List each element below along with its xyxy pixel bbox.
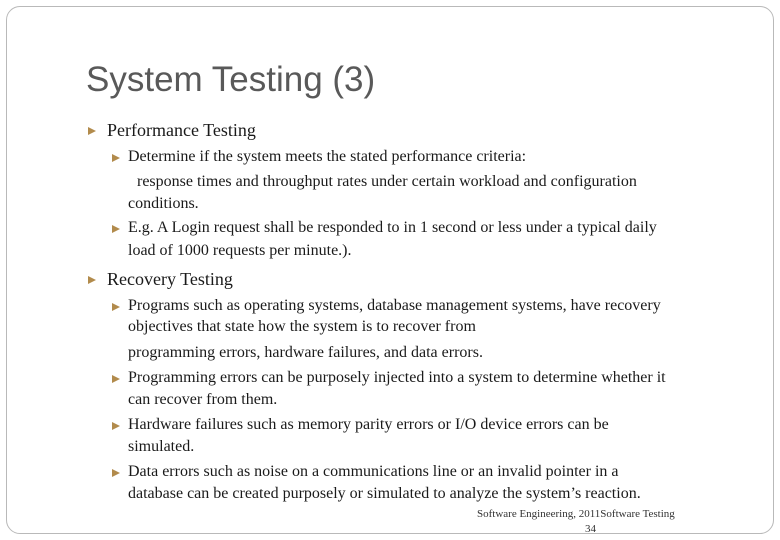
- recovery-bullet-4-line-1: Data errors such as noise on a communications line or an invalid pointer in a: [128, 463, 619, 480]
- recovery-bullet-3-line-1: Hardware failures such as memory parity errors or I/O device errors can be: [128, 416, 609, 433]
- recovery-bullet-1-line-1: Programs such as operating systems, database management systems, have recovery: [128, 297, 661, 314]
- bullet-icon: [112, 225, 120, 233]
- performance-bullet-2-line-2: load of 1000 requests per minute.).: [128, 242, 352, 259]
- recovery-bullet-2-line-1: Programming errors can be purposely injected into a system to determine whether it: [128, 369, 666, 386]
- recovery-heading: Recovery Testing: [107, 269, 233, 289]
- footer-text: Software Engineering, 2011Software Testing: [477, 508, 675, 520]
- recovery-bullet-2-line-2: can recover from them.: [128, 391, 278, 408]
- recovery-bullet-3-line-2: simulated.: [128, 438, 195, 455]
- performance-bullet-1-line-1: Determine if the system meets the stated performance criteria:: [128, 148, 527, 165]
- page-number: 34: [585, 523, 596, 535]
- bullet-icon: [112, 303, 120, 311]
- recovery-bullet-4-line-2: database can be created purposely or simulated to analyze the system’s reaction.: [128, 485, 641, 502]
- bullet-icon: [112, 422, 120, 430]
- performance-bullet-1-line-2: response times and throughput rates under certain workload and configuration: [137, 173, 637, 190]
- performance-heading: Performance Testing: [107, 120, 256, 140]
- bullet-icon: [112, 154, 120, 162]
- bullet-icon: [88, 127, 96, 135]
- performance-bullet-1-line-3: conditions.: [128, 195, 199, 212]
- recovery-bullet-1-line-2: objectives that state how the system is to recover from: [128, 318, 476, 335]
- bullet-icon: [112, 375, 120, 383]
- performance-bullet-2-line-1: E.g. A Login request shall be responded to in 1 second or less under a typical daily: [128, 219, 657, 236]
- bullet-icon: [88, 276, 96, 284]
- bullet-icon: [112, 469, 120, 477]
- slide-title: System Testing (3): [86, 60, 376, 99]
- recovery-bullet-1-line-3: programming errors, hardware failures, and data errors.: [128, 344, 483, 361]
